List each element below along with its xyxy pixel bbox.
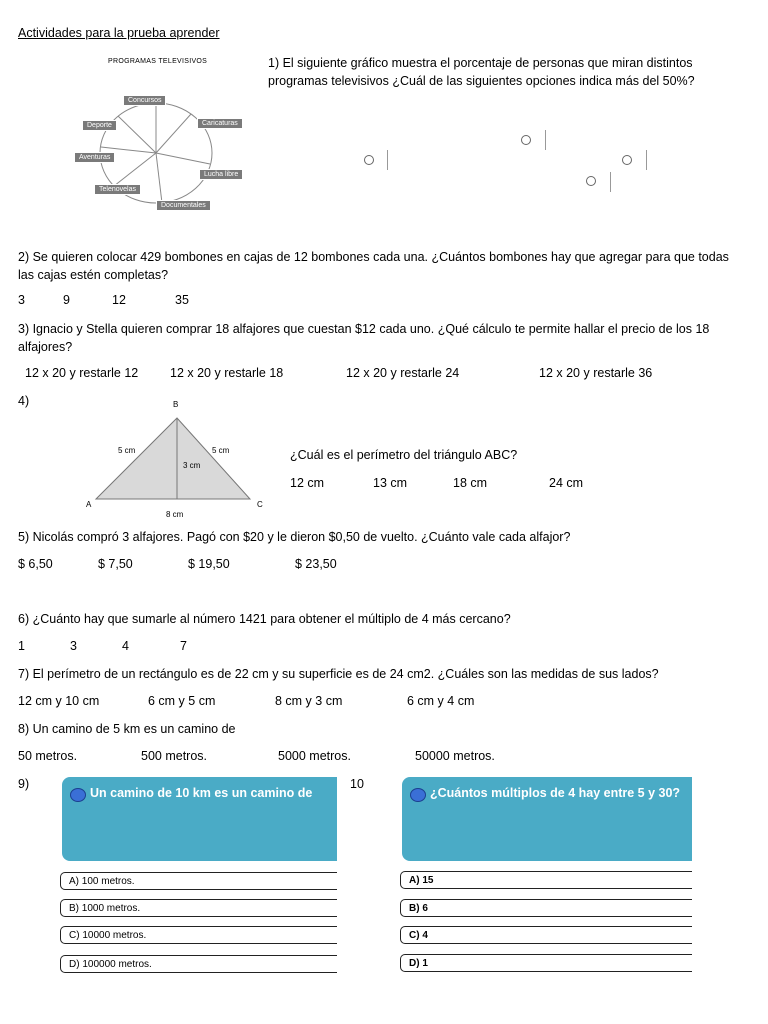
pie-label-lucha-libre: Lucha libre [199, 169, 243, 180]
q6-option-3[interactable]: 4 [122, 639, 129, 653]
q8-text: 8) Un camino de 5 km es un camino de [18, 722, 236, 736]
q9-option-b[interactable]: B) 1000 metros. [60, 899, 337, 917]
pie-label-deporte: Deporte [82, 120, 117, 131]
q1-radio-3[interactable] [622, 155, 632, 165]
q7-option-1[interactable]: 12 cm y 10 cm [18, 694, 100, 708]
q9-bullet-icon [70, 788, 86, 802]
q10-option-c[interactable]: C) 4 [400, 926, 692, 944]
pie-label-concursos: Concursos [123, 95, 166, 106]
vertex-c-label: C [257, 500, 263, 509]
q4-option-1[interactable]: 12 cm [290, 476, 325, 490]
q1-radio-2[interactable] [521, 135, 531, 145]
q8-option-2[interactable]: 500 metros. [141, 749, 208, 763]
q5-option-4[interactable]: $ 23,50 [295, 557, 337, 571]
q10-option-d[interactable]: D) 1 [400, 954, 692, 972]
q9-card [62, 777, 337, 861]
q6-text: 6) ¿Cuánto hay que sumarle al número 1421 para obtener el múltiplo de 4 más cercano? [18, 612, 511, 626]
q3-option-3[interactable]: 12 x 20 y restarle 24 [346, 366, 460, 380]
page-title: Actividades para la prueba aprender [18, 26, 220, 40]
vertex-a-label: A [86, 500, 92, 509]
q5-option-2[interactable]: $ 7,50 [98, 557, 133, 571]
q8-option-1[interactable]: 50 metros. [18, 749, 78, 763]
q5-text: 5) Nicolás compró 3 alfajores. Pagó con $20 y le dieron $0,50 de vuelto. ¿Cuánto vale cada alfajor? [18, 530, 571, 544]
pie-label-documentales: Documentales [156, 200, 211, 211]
q4-question: ¿Cuál es el perímetro del triángulo ABC? [290, 448, 518, 462]
q1-divider-3 [646, 150, 647, 170]
q1-divider-4 [610, 172, 611, 192]
q1-divider-2 [545, 130, 546, 150]
q7-option-3[interactable]: 8 cm y 3 cm [275, 694, 343, 708]
q4-option-3[interactable]: 18 cm [453, 476, 488, 490]
triangle-figure [80, 395, 270, 525]
q10-option-b[interactable]: B) 6 [400, 899, 692, 917]
q1-radio-4[interactable] [586, 176, 596, 186]
q6-option-2[interactable]: 3 [70, 639, 77, 653]
q10-card [402, 777, 692, 861]
q9-option-a[interactable]: A) 100 metros. [60, 872, 337, 890]
q1-radio-1[interactable] [364, 155, 374, 165]
q10-number: 10 [350, 777, 364, 791]
pie-label-caricaturas: Caricaturas [197, 118, 243, 129]
q2-option-4[interactable]: 35 [175, 293, 189, 307]
q5-option-3[interactable]: $ 19,50 [188, 557, 230, 571]
q10-title: ¿Cuántos múltiplos de 4 hay entre 5 y 30? [430, 786, 681, 800]
pie-label-telenovelas: Telenovelas [94, 184, 141, 195]
q10-bullet-icon [410, 788, 426, 802]
q4-option-2[interactable]: 13 cm [373, 476, 408, 490]
q7-option-4[interactable]: 6 cm y 4 cm [407, 694, 475, 708]
q4-number: 4) [18, 394, 30, 408]
q6-option-4[interactable]: 7 [180, 639, 187, 653]
q1-text: 1) El siguiente gráfico muestra el porcentaje de personas que miran distintos programas televisivos ¿Cuál de las siguientes opciones indica más del 50%? [268, 56, 695, 88]
q3-option-2[interactable]: 12 x 20 y restarle 18 [170, 366, 284, 380]
q1-divider-1 [387, 150, 388, 170]
q2-option-1[interactable]: 3 [18, 293, 25, 307]
q2-option-3[interactable]: 12 [112, 293, 126, 307]
vertex-b-label: B [173, 400, 179, 409]
q3-text: 3) Ignacio y Stella quieren comprar 18 alfajores que cuestan $12 cada uno. ¿Qué cálculo te permite hallar el precio de los 18 alfajores? [18, 322, 710, 354]
height-label: 3 cm [183, 461, 201, 470]
q2-option-2[interactable]: 9 [63, 293, 70, 307]
side-ab-label: 5 cm [118, 446, 136, 455]
q8-option-3[interactable]: 5000 metros. [278, 749, 351, 763]
q3-option-4[interactable]: 12 x 20 y restarle 36 [539, 366, 653, 380]
q9-number: 9) [18, 777, 30, 791]
q7-text: 7) El perímetro de un rectángulo es de 22 cm y su superficie es de 24 cm2. ¿Cuáles son las medidas de sus lados? [18, 667, 659, 681]
q7-option-2[interactable]: 6 cm y 5 cm [148, 694, 216, 708]
q6-option-1[interactable]: 1 [18, 639, 25, 653]
q8-option-4[interactable]: 50000 metros. [415, 749, 495, 763]
q9-option-d[interactable]: D) 100000 metros. [60, 955, 337, 973]
pie-chart-title: PROGRAMAS TELEVISIVOS [108, 58, 208, 65]
q9-option-c[interactable]: C) 10000 metros. [60, 926, 337, 944]
q3-option-1[interactable]: 12 x 20 y restarle 12 [25, 366, 139, 380]
side-bc-label: 5 cm [212, 446, 230, 455]
base-label: 8 cm [166, 510, 184, 519]
q9-title: Un camino de 10 km es un camino de [90, 786, 313, 800]
q5-option-1[interactable]: $ 6,50 [18, 557, 53, 571]
q10-option-a[interactable]: A) 15 [400, 871, 692, 889]
pie-label-aventuras: Aventuras [74, 152, 115, 163]
q2-text: 2) Se quieren colocar 429 bombones en cajas de 12 bombones cada una. ¿Cuántos bombones hay que agregar para que todas las cajas estén completas? [18, 250, 729, 282]
q4-option-4[interactable]: 24 cm [549, 476, 584, 490]
